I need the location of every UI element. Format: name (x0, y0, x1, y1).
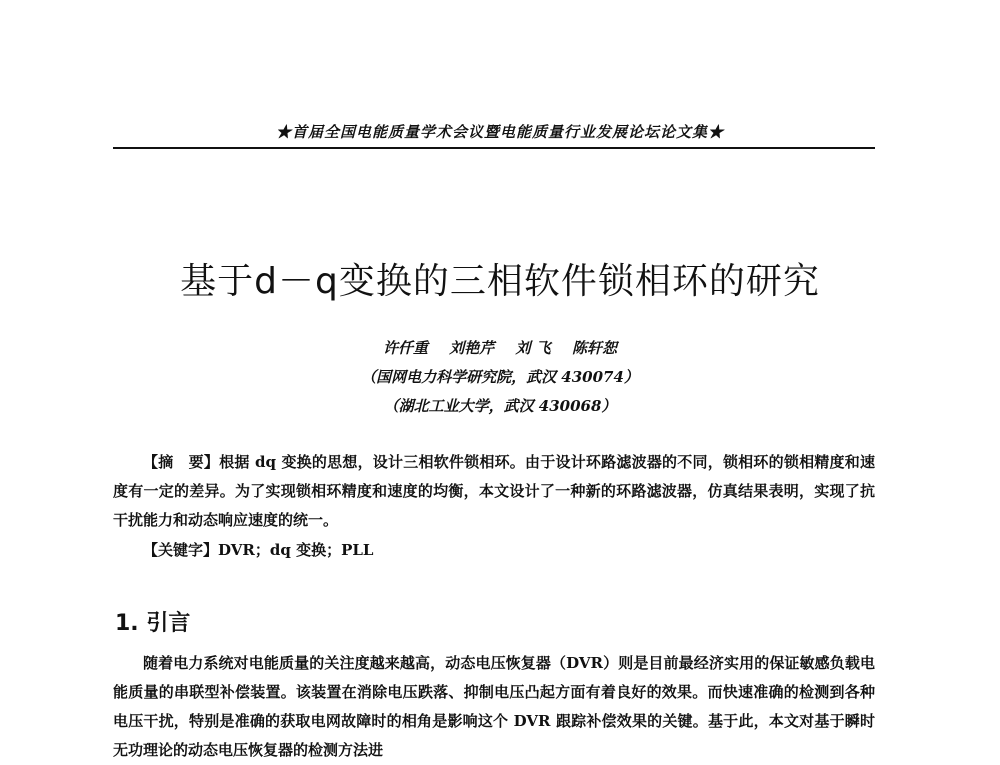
section-body: 随着电力系统对电能质量的关注度越来越高，动态电压恢复器（DVR）则是目前最经济实用的保证敏感负载电能质量的串联型补偿装置。该装置在消除电压跌落、抑制电压凸起方面有着良好的效果。而快速准确的检测到各种电压干扰，特别是准确的获取电网故障时的相角是影响这个 DVR 跟踪补偿效果的关键。基于此，本文对基于瞬时无功理论的动态电压恢复器的检测方法进 (113, 654, 875, 759)
affiliation: （湖北工业大学，武汉 430068） (383, 397, 617, 415)
author-name: 刘 飞 (515, 339, 551, 357)
section-heading: 1. 引言 (115, 611, 191, 636)
paper-title: 基于d－q变换的三相软件锁相环的研究 (180, 261, 820, 302)
abstract-label: 【摘 要】 (143, 453, 220, 471)
author-name: 许仟重 (383, 339, 429, 357)
author-name: 刘艳芹 (449, 339, 495, 357)
abstract (113, 448, 875, 535)
keywords-label: 【关键字】 (143, 541, 219, 559)
header-rule (113, 147, 875, 149)
abstract-text: 根据 dq 变换的思想，设计三相软件锁相环。由于设计环路滤波器的不同，锁相环的锁相精度和速度有一定的差异。为了实现锁相环精度和速度的均衡，本文设计了一种新的环路滤波器，仿真结果表明，实现了抗干扰能力和动态响应速度的统一。 (113, 453, 875, 529)
author-list (0, 337, 1000, 358)
author-name: 陈轩恕 (571, 339, 617, 357)
affiliation: （国网电力科学研究院，武汉 430074） (361, 368, 639, 386)
running-header: ★首届全国电能质量学术会议暨电能质量行业发展论坛论文集★ (275, 123, 724, 141)
keywords-text: DVR；dq 变换；PLL (218, 541, 374, 559)
keywords (113, 536, 875, 565)
